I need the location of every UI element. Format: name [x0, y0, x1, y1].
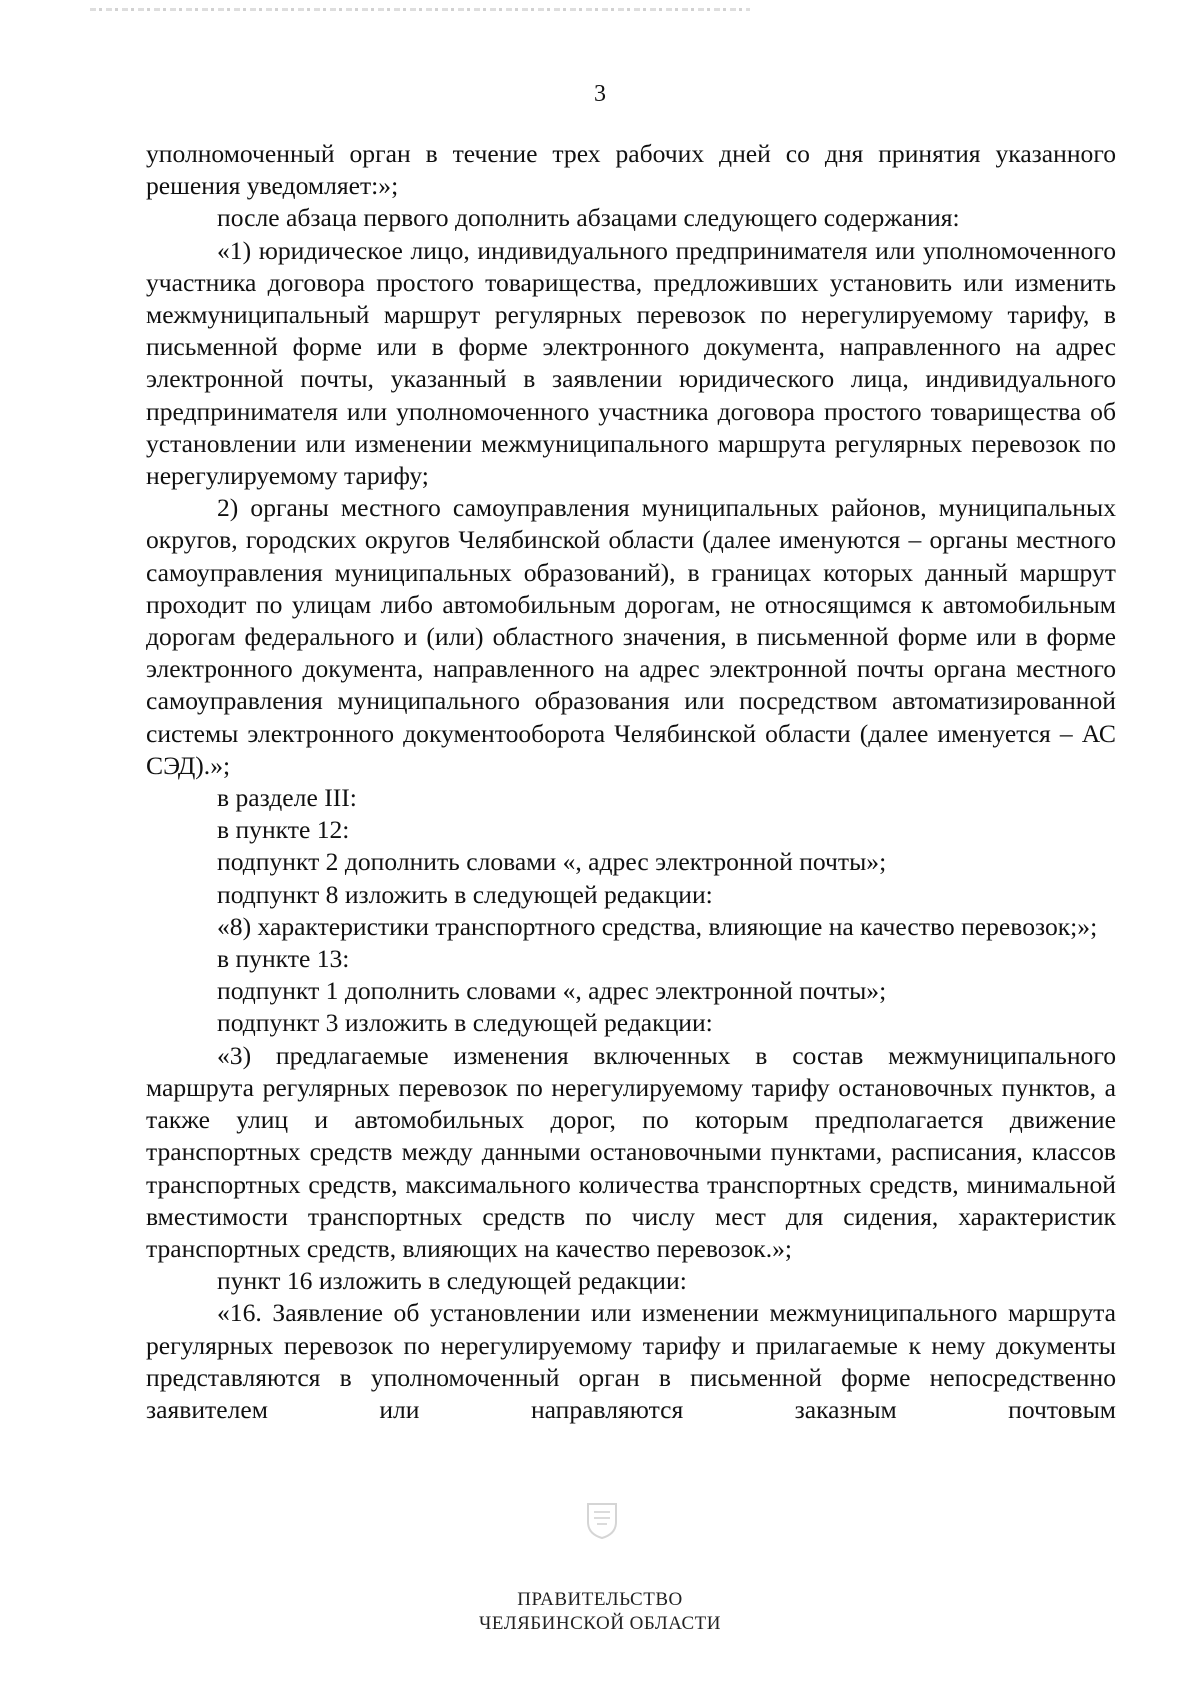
paragraph-9: в пункте 13:: [217, 944, 350, 974]
page-number: 3: [594, 81, 606, 107]
paragraph-1: после абзаца первого дополнить абзацами следующего содержания:: [217, 203, 960, 233]
footer-stamp: [0, 1588, 1200, 1636]
paragraph-6: подпункт 2 дополнить словами «, адрес электронной почты»;: [217, 847, 887, 877]
document-body: [146, 138, 1116, 1426]
paragraph-13: пункт 16 изложить в следующей редакции:: [217, 1266, 687, 1296]
paragraph-4: в разделе III:: [217, 783, 357, 813]
paragraph-3: 2) органы местного самоуправления муниципальных районов, муниципальных округов, городских округов Челябинской области (далее именуются – органы местного самоуправления муниципальных образований), в границах которых данный маршрут проходит по улицам либо автомобильным дорогам, не относящимся к автомобильным дорогам федерального и (или) областного значения, в письменной форме или в форме электронного документа, направленного на адрес электронной почты органа местного самоуправления муниципального образования или посредством автоматизированной системы электронного документооборота Челябинской области (далее именуется – АС СЭД).»;: [146, 493, 1116, 780]
paragraph-10: подпункт 1 дополнить словами «, адрес электронной почты»;: [217, 976, 887, 1006]
paragraph-0: уполномоченный орган в течение трех рабочих дней со дня принятия указанного решения уведомляет:»;: [146, 139, 1116, 201]
footer-line-2: ЧЕЛЯБИНСКОЙ ОБЛАСТИ: [479, 1613, 721, 1634]
paragraph-8: «8) характеристики транспортного средства, влияющие на качество перевозок;»;: [217, 911, 1098, 941]
paragraph-12: «3) предлагаемые изменения включенных в состав межмуниципального маршрута регулярных перевозок по нерегулируемому тарифу остановочных пунктов, а также улиц и автомобильных дорог, по которым предполагается движение транспортных средств между данными остановочными пунктами, расписания, классов транспортных средств, максимального количества транспортных средств, минимальной вместимости транспортных средств по числу мест для сидения, характеристик транспортных средств, влияющих на качество перевозок.»;: [146, 1040, 1116, 1263]
footer-line-1: ПРАВИТЕЛЬСТВО: [517, 1589, 683, 1610]
scan-artifact-line: [90, 8, 750, 11]
paragraph-2: «1) юридическое лицо, индивидуального предпринимателя или уполномоченного участника договора простого товарищества, предложивших установить или изменить межмуниципальный маршрут регулярных перевозок по нерегулируемому тарифу, в письменной форме или в форме электронного документа, направленного на адрес электронной почты, указанный в заявлении юридического лица, индивидуального предпринимателя или уполномоченного участника договора простого товарищества об установлении или изменении межмуниципального маршрута регулярных перевозок по нерегулируемому тарифу;: [146, 235, 1116, 491]
paragraph-11: подпункт 3 изложить в следующей редакции:: [217, 1008, 713, 1038]
paragraph-5: в пункте 12:: [217, 815, 350, 845]
coat-of-arms-watermark-icon: [585, 1500, 619, 1540]
paragraph-14: «16. Заявление об установлении или изменении межмуниципального маршрута регулярных перевозок по нерегулируемому тарифу и прилагаемые к нему документы представляются в уполномоченный орган в письменной форме непосредственно заявителем или направляются заказным почтовым: [146, 1298, 1116, 1424]
paragraph-7: подпункт 8 изложить в следующей редакции:: [217, 879, 713, 909]
